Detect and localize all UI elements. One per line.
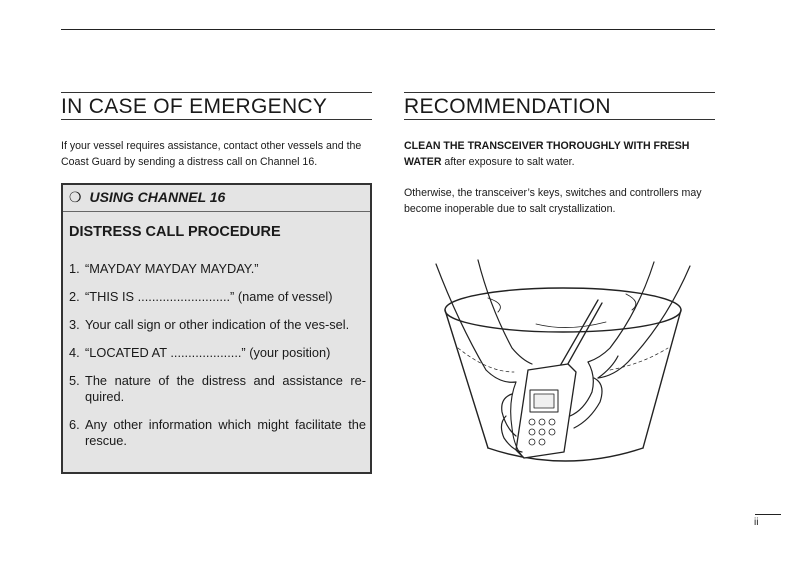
step-text: The nature of the distress and assistance re-quired. [85, 373, 366, 404]
step-text: “MAYDAY MAYDAY MAYDAY.” [85, 261, 259, 276]
step-item [69, 317, 366, 333]
step-item [69, 417, 366, 449]
box-divider [63, 211, 370, 212]
emergency-intro: If your vessel requires assistance, contact other vessels and the Coast Guard by sending a distress call on Channel 16. [61, 140, 362, 168]
step-number: 1. [69, 261, 80, 276]
recommendation-title: RECOMMENDATION [404, 92, 715, 120]
distress-steps [69, 261, 366, 461]
step-number: 5. [69, 373, 80, 388]
step-item [69, 373, 366, 405]
clean-instruction [404, 138, 722, 170]
step-number: 6. [69, 417, 80, 432]
step-item [69, 289, 366, 305]
emergency-title: IN CASE OF EMERGENCY [61, 92, 372, 120]
page-number-rule [755, 514, 781, 515]
step-text: Any other information which might facilitate the rescue. [85, 417, 366, 448]
step-number: 2. [69, 289, 80, 304]
otherwise-note: Otherwise, the transceiver’s keys, switches and controllers may become inoperable due to salt crystallization. [404, 187, 702, 215]
step-item [69, 261, 366, 277]
box-heading [69, 189, 225, 206]
clean-bold-text: CLEAN THE TRANSCEIVER THOROUGHLY WITH FRESH WATER [404, 140, 690, 168]
step-text: “THIS IS ..........................” (name of vessel) [85, 289, 333, 304]
clean-rest-text: after exposure to salt water. [444, 156, 575, 168]
step-text: “LOCATED AT ....................” (your position) [85, 345, 331, 360]
step-item [69, 345, 366, 361]
channel16-box [61, 183, 372, 474]
page-number: ii [754, 517, 759, 528]
step-number: 4. [69, 345, 80, 360]
distress-procedure-title: DISTRESS CALL PROCEDURE [69, 224, 281, 240]
step-number: 3. [69, 317, 80, 332]
box-heading-text: USING CHANNEL 16 [89, 189, 226, 205]
top-rule [61, 29, 715, 30]
step-text: Your call sign or other indication of the ves-sel. [85, 317, 350, 332]
bucket-washing-radio-illustration [428, 252, 698, 472]
circle-icon: ❍ [69, 189, 82, 205]
